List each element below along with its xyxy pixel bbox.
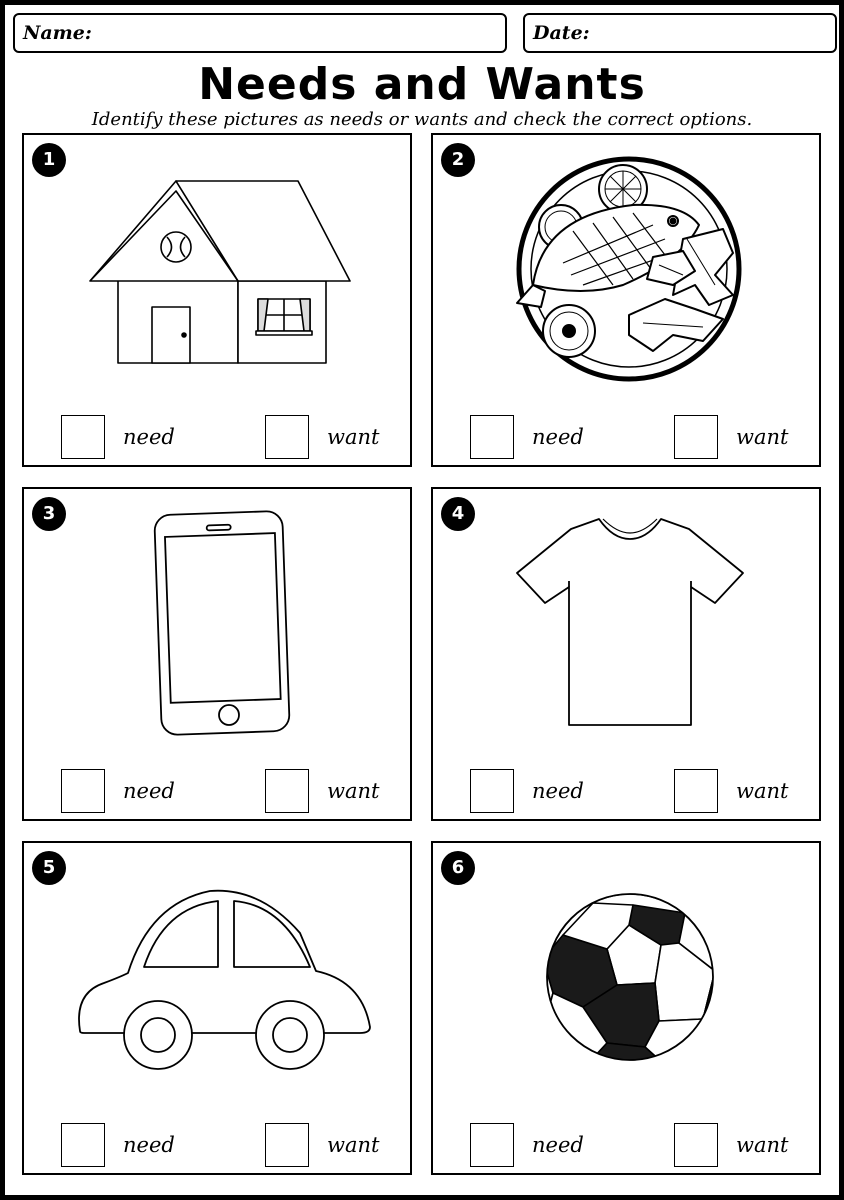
name-label: Name: xyxy=(23,22,92,44)
need-checkbox[interactable] xyxy=(470,415,514,459)
need-checkbox[interactable] xyxy=(61,415,105,459)
date-field[interactable] xyxy=(523,13,837,53)
car-icon xyxy=(24,843,410,1103)
want-label: want xyxy=(736,779,789,803)
want-checkbox[interactable] xyxy=(265,415,309,459)
need-checkbox[interactable] xyxy=(470,1123,514,1167)
tshirt-icon xyxy=(433,489,819,749)
food-plate-icon xyxy=(433,135,819,395)
item-card-4 xyxy=(431,487,821,821)
want-label: want xyxy=(327,1133,380,1157)
item-number-badge: 4 xyxy=(441,497,475,531)
want-checkbox[interactable] xyxy=(674,1123,718,1167)
want-checkbox[interactable] xyxy=(265,769,309,813)
page-title: Needs and Wants xyxy=(198,59,646,110)
need-checkbox[interactable] xyxy=(61,769,105,813)
want-checkbox[interactable] xyxy=(674,415,718,459)
item-number-badge: 3 xyxy=(32,497,66,531)
item-number-badge: 1 xyxy=(32,143,66,177)
need-checkbox[interactable] xyxy=(470,769,514,813)
item-card-1 xyxy=(22,133,412,467)
item-card-6 xyxy=(431,841,821,1175)
want-checkbox[interactable] xyxy=(265,1123,309,1167)
instructions-text: Identify these pictures as needs or wants and check the correct options. xyxy=(91,109,753,130)
want-checkbox[interactable] xyxy=(674,769,718,813)
smartphone-icon xyxy=(24,489,410,749)
item-card-2 xyxy=(431,133,821,467)
need-label: need xyxy=(532,1133,584,1157)
want-label: want xyxy=(736,1133,789,1157)
item-number-badge: 5 xyxy=(32,851,66,885)
date-label: Date: xyxy=(533,22,590,44)
name-field[interactable] xyxy=(13,13,507,53)
want-label: want xyxy=(327,779,380,803)
need-label: need xyxy=(532,779,584,803)
item-number-badge: 2 xyxy=(441,143,475,177)
house-icon xyxy=(24,135,410,395)
need-label: need xyxy=(532,425,584,449)
need-label: need xyxy=(123,425,175,449)
want-label: want xyxy=(327,425,380,449)
need-label: need xyxy=(123,779,175,803)
item-card-5 xyxy=(22,841,412,1175)
want-label: want xyxy=(736,425,789,449)
item-number-badge: 6 xyxy=(441,851,475,885)
need-checkbox[interactable] xyxy=(61,1123,105,1167)
soccer-ball-icon xyxy=(433,843,819,1103)
need-label: need xyxy=(123,1133,175,1157)
item-card-3 xyxy=(22,487,412,821)
